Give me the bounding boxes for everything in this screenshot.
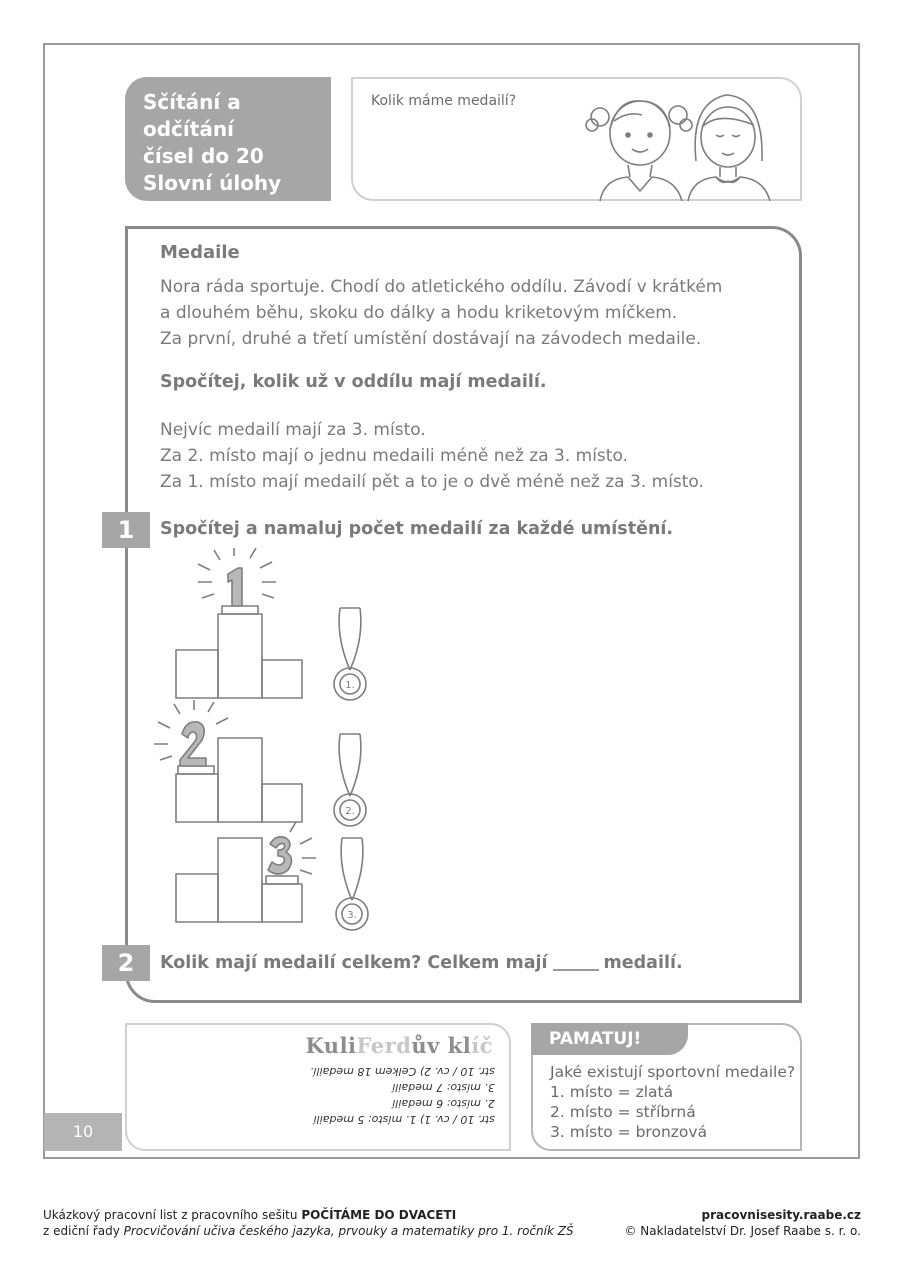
podium-illustrations	[150, 548, 400, 933]
answer-key-line: 2. místo: 6 medailí	[392, 1097, 495, 1110]
clue-line: Nejvíc medailí mají za 3. místo.	[160, 420, 426, 440]
clue-line: Za 2. místo mají o jednu medaili méně než za 3. místo.	[160, 446, 628, 466]
remember-box	[531, 1023, 802, 1151]
medal-2-label: 2.	[345, 806, 355, 817]
topic-title-line: Sčítání a odčítání	[143, 90, 241, 141]
remember-tab: PAMATUJ!	[531, 1023, 688, 1055]
topic-title-line: čísel do 20	[143, 144, 264, 168]
answer-key-box	[125, 1023, 511, 1151]
question-box	[351, 77, 802, 201]
exercise-number: 2	[102, 945, 150, 981]
girls-illustration	[578, 81, 778, 201]
footer-right	[624, 1207, 861, 1239]
podium-1	[176, 548, 302, 698]
answer-blank[interactable]	[553, 955, 599, 971]
website-link[interactable]: pracovnisesity.raabe.cz	[701, 1208, 861, 1222]
remember-line: 1. místo = zlatá	[550, 1083, 674, 1101]
task-instruction: Spočítej, kolik už v oddílu mají medailí.	[160, 372, 547, 392]
topic-title-line: Slovní úlohy	[143, 171, 282, 195]
page-number: 10	[44, 1113, 122, 1151]
podium-2	[154, 700, 302, 822]
exercise-number: 1	[102, 512, 150, 548]
answer-key-line: 3. místo: 7 medailí	[392, 1081, 495, 1094]
exercise-2-text-after: medailí.	[603, 953, 683, 973]
question-text: Kolik máme medailí?	[371, 93, 517, 109]
remember-line: 2. místo = stříbrná	[550, 1103, 696, 1121]
story-line: a dlouhém běhu, skoku do dálky a hodu kriketovým míčkem.	[160, 303, 678, 323]
medal-1-label: 1.	[345, 680, 355, 691]
footer-left: Ukázkový pracovní list z pracovního sešitu POČÍTÁME DO DVACETI z ediční řady Procvičování učiva českého jazyka, prvouky a matematiky pro 1. ročník ZŠ	[43, 1208, 574, 1238]
medal-3-label: 3.	[347, 910, 357, 921]
answer-key-line: str. 10 / cv. 2) Celkem 18 medailí.	[310, 1065, 495, 1078]
answer-key-line: str. 10 / cv. 1) 1. místo: 5 medailí	[313, 1113, 495, 1126]
copyright: © Nakladatelství Dr. Josef Raabe s. r. o.	[624, 1224, 861, 1238]
story-heading: Medaile	[160, 242, 240, 263]
remember-line: 3. místo = bronzová	[550, 1123, 708, 1141]
answer-key-text-upside-down	[310, 1063, 495, 1127]
exercise-2-text	[160, 953, 683, 973]
remember-text	[550, 1062, 795, 1142]
answer-key-title: KuliFerdův klíč	[305, 1033, 493, 1058]
story-line: Za první, druhé a třetí umístění dostávají na závodech medaile.	[160, 329, 702, 349]
exercise-1-text: Spočítej a namaluj počet medailí za každé umístění.	[160, 519, 674, 539]
clue-line: Za 1. místo mají medailí pět a to je o dvě méně než za 3. místo.	[160, 472, 704, 492]
story-line: Nora ráda sportuje. Chodí do atletického oddílu. Závodí v krátkém	[160, 277, 723, 297]
remember-line: Jaké existují sportovní medaile?	[550, 1063, 796, 1081]
podium-3	[176, 822, 316, 922]
exercise-2-text-before: Kolik mají medailí celkem? Celkem mají	[160, 953, 548, 973]
topic-title	[125, 77, 331, 201]
